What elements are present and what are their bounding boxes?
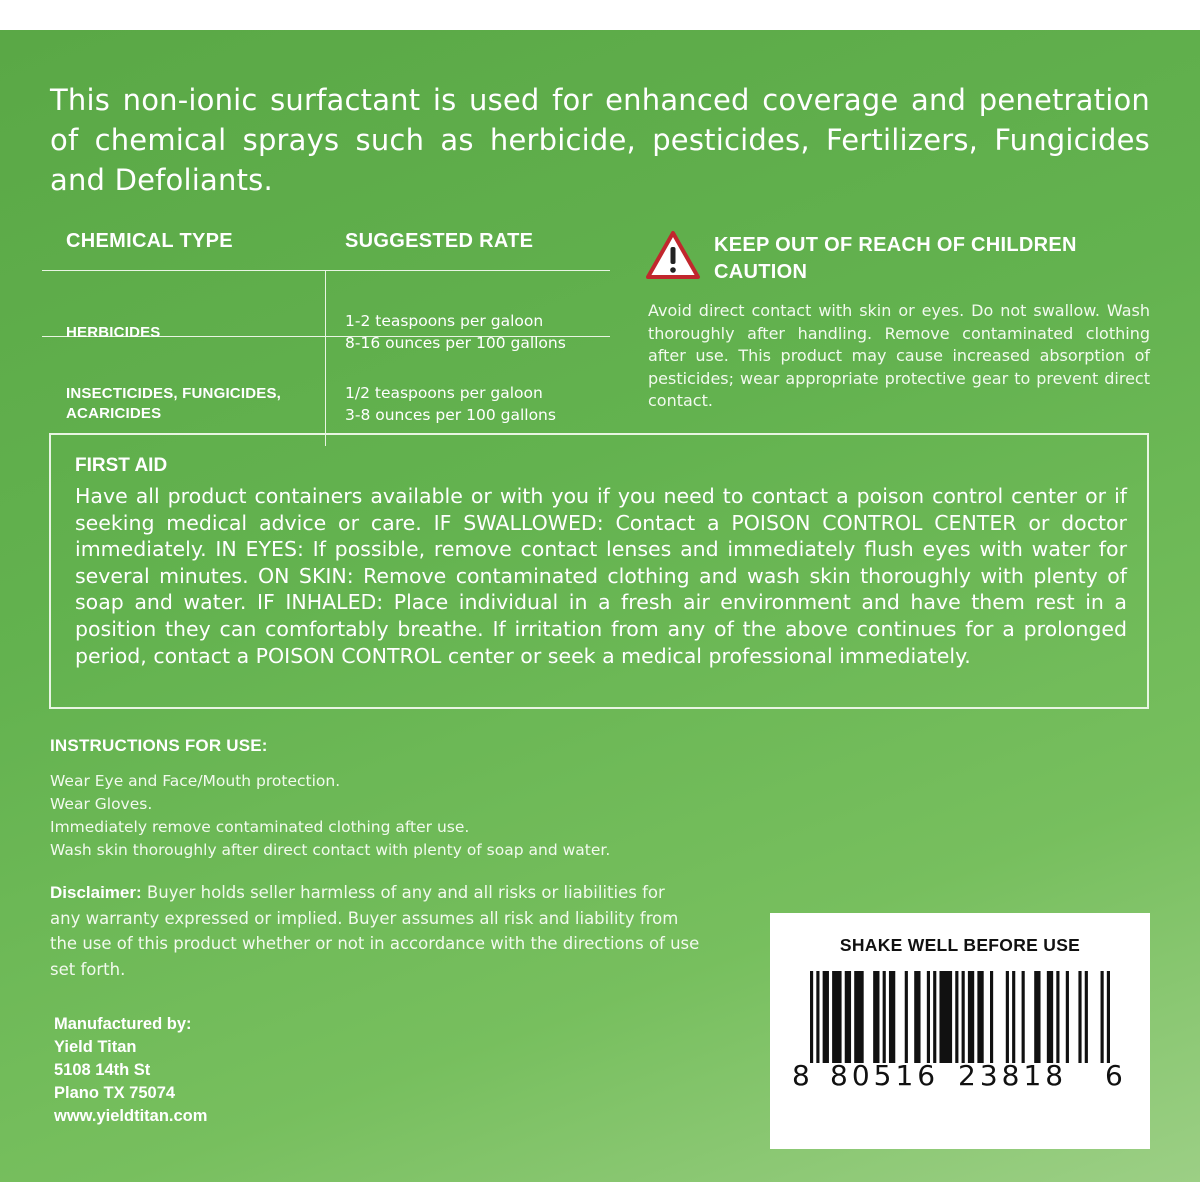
barcode-bar [832,971,841,1063]
instructions-title: INSTRUCTIONS FOR USE: [50,736,268,755]
barcode-digit-group: 23818 [958,1059,1068,1092]
warning-triangle-icon [645,230,701,280]
intro-text: This non-ionic surfactant is used for enhanced coverage and penetration of chemical sprays such as herbicide, pesticides, Fertilizers, Fungicides and Defoliants. [50,83,1150,197]
manufacturer-name: Yield Titan [54,1038,137,1056]
barcode-bar [873,971,879,1063]
table-cell-type: HERBICIDES [66,324,161,341]
barcode-bar [854,971,863,1063]
barcode-bar [939,971,952,1063]
barcode-bar [968,971,974,1063]
table-cell-type: INSECTICIDES, FUNGICIDES, ACARICIDES [66,385,282,422]
barcode-bar [1078,971,1081,1063]
list-item: Wear Gloves. [50,795,153,813]
barcode-bar [1066,971,1069,1063]
table-divider [42,270,610,271]
barcode-bar [889,971,895,1063]
first-aid-text: Have all product containers available or with you if you need to contact a poison control center or if seeking medical advice or care. IF SWALLOWED: Contact a POISON CONTROL CENTER or doctor immediately. IN EYES: If possible, remove contact lenses and immediately flush eyes with water for several minutes. ON SKIN: Remove contaminated clothing and wash skin thoroughly with plenty of soap and water. IF INHALED: Place individual in a fresh air environment and have them rest in a position they can comfortably breathe. If irritation from any of the above continues for a prolonged period, contact a POISON CONTROL center or seek a medical professional immediately. [75,484,1127,668]
manufacturer-label: Manufactured by: [54,1015,192,1033]
manufacturer-info [54,1013,207,1128]
table-cell-rate: 1/2 teaspoons per galoon 3-8 ounces per 100 gallons [345,384,556,424]
manufacturer-city: Plano TX 75074 [54,1084,176,1102]
barcode-bar [990,971,993,1063]
barcode-bar [845,971,851,1063]
product-label-back [0,30,1200,1182]
caution-title: KEEP OUT OF REACH OF CHILDREN CAUTION [714,234,1077,283]
barcode-bar [810,971,813,1063]
bottom-border [0,1182,1200,1200]
barcode-bar [955,971,958,1063]
barcode-digit-group: 6 [1105,1059,1123,1092]
barcode-bar [816,971,819,1063]
table-header-suggested-rate: SUGGESTED RATE [345,230,534,252]
manufacturer-street: 5108 14th St [54,1061,151,1079]
barcode-label [770,913,1150,1149]
barcode-bar [962,971,965,1063]
barcode-bar [823,971,829,1063]
barcode-icon [810,971,1110,1063]
list-item: Wash skin thoroughly after direct contact with plenty of soap and water. [50,841,611,859]
barcode-bar [1107,971,1110,1063]
barcode-bar [933,971,936,1063]
top-border [0,0,1200,30]
barcode-bar [914,971,920,1063]
table-cell-rate: 1-2 teaspoons per galoon 8-16 ounces per 100 gallons [345,312,566,352]
barcode-bar [1034,971,1040,1063]
first-aid-title: FIRST AID [75,455,168,476]
first-aid-box [49,433,1149,709]
barcode-bar [1056,971,1059,1063]
barcode-digit-group: 8 [792,1059,810,1092]
instructions-list [50,770,610,862]
disclaimer-label: Disclaimer: [50,883,142,902]
table-header-chemical-type: CHEMICAL TYPE [66,230,233,252]
barcode-bar [1022,971,1025,1063]
barcode-bar [977,971,983,1063]
caution-text: Avoid direct contact with skin or eyes. Do not swallow. Wash thoroughly after handling. Remove contaminated clothing after use. This product may cause increased absorption of pesticides; wear appropriate protective gear to prevent direct contact. [648,301,1150,411]
barcode-bar [927,971,930,1063]
barcode-bar [1085,971,1088,1063]
barcode-bar [1101,971,1104,1063]
shake-well-text: SHAKE WELL BEFORE USE [839,935,1081,955]
barcode-bar [905,971,908,1063]
disclaimer-text: Buyer holds seller harmless of any and all risks or liabilities for any warranty expressed or implied. Buyer assumes all risk and liability from the use of this product whether or not in accordance with the directions of use set forth. [50,883,700,979]
list-item: Immediately remove contaminated clothing after use. [50,818,470,836]
barcode-bar [883,971,886,1063]
barcode-digit-group: 80516 [830,1059,940,1092]
barcode-bar [1006,971,1009,1063]
table-column-divider [325,270,326,446]
disclaimer [50,880,700,982]
manufacturer-website: www.yieldtitan.com [54,1107,208,1125]
barcode-bar [1047,971,1053,1063]
list-item: Wear Eye and Face/Mouth protection. [50,772,341,790]
barcode-digits [770,1059,1150,1099]
barcode-bar [1012,971,1015,1063]
rate-table [42,226,610,446]
